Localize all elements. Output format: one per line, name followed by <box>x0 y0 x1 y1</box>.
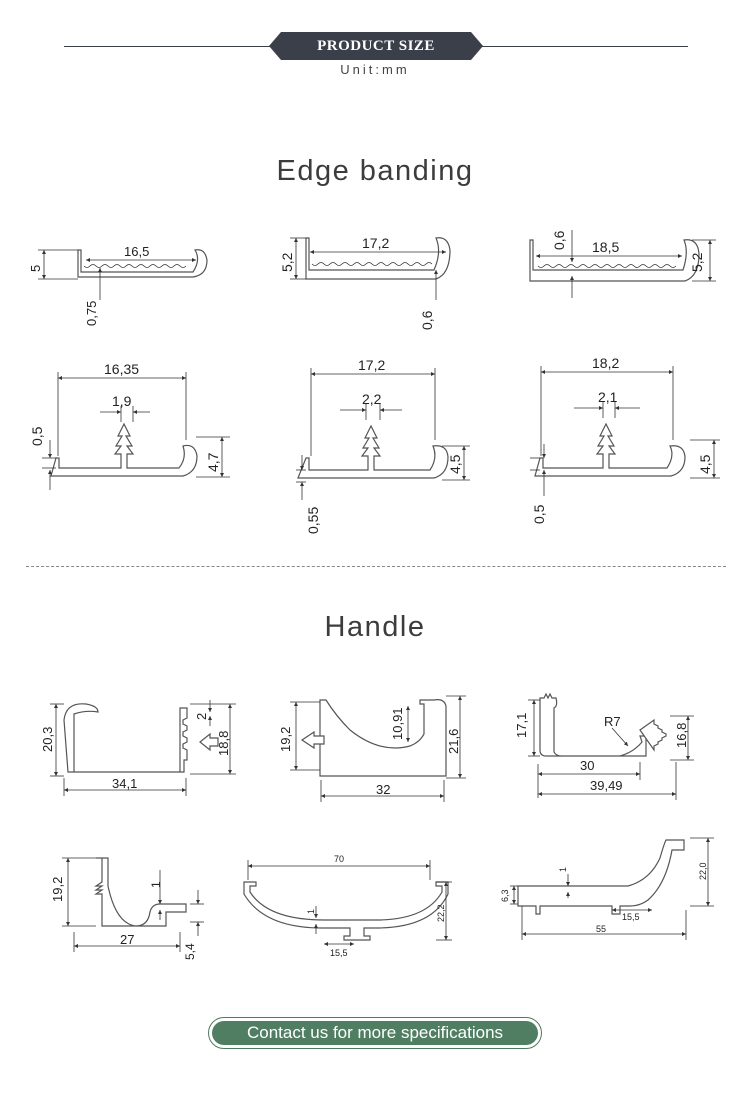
dim-h6-height: 22,0 <box>698 862 708 880</box>
dim-h2-width: 32 <box>376 782 391 797</box>
contact-button-label: Contact us for more specifications <box>212 1021 538 1045</box>
section-title-edge-banding: Edge banding <box>276 155 474 187</box>
dim-h2-recess: 10,91 <box>390 707 405 740</box>
profile-h5 <box>244 860 452 944</box>
section-title-handle: Handle <box>324 611 426 643</box>
profile-eb1 <box>38 250 207 300</box>
dim-eb5-width: 17,2 <box>358 357 386 373</box>
unit-label: Unit:mm <box>340 62 410 77</box>
dim-eb4-slot: 1,9 <box>112 393 132 409</box>
dim-h1-inner: 18,8 <box>216 730 231 756</box>
dim-h3-height: 17,1 <box>514 712 529 738</box>
profile-eb4 <box>42 372 230 490</box>
dim-h3-overall: 39,49 <box>590 778 623 793</box>
profile-eb6 <box>530 366 720 496</box>
dim-h2-height: 19,2 <box>278 726 293 752</box>
contact-button[interactable] <box>208 1017 542 1049</box>
dim-eb6-height: 4,5 <box>697 454 713 474</box>
dim-eb5-thickness: 0,55 <box>305 506 321 534</box>
dim-eb3-width: 18,5 <box>592 239 620 255</box>
dim-eb6-width: 18,2 <box>592 355 620 371</box>
dim-eb3-thickness: 0,6 <box>551 230 567 250</box>
dim-eb1-width: 16,5 <box>124 244 150 259</box>
dim-eb4-width: 16,35 <box>104 361 140 377</box>
dim-h1-lip: 2 <box>194 712 209 720</box>
dim-eb2-thickness: 0,6 <box>419 310 435 330</box>
dim-h5-thickness: 1 <box>306 908 316 914</box>
dim-h6-width: 55 <box>596 924 607 934</box>
dim-eb1-height: 5 <box>28 264 43 272</box>
dim-eb1-thickness: 0,75 <box>84 300 99 326</box>
dim-h5-foot: 15,5 <box>330 948 348 958</box>
dim-eb2-height: 5,2 <box>279 252 295 272</box>
dim-eb6-slot: 2,1 <box>598 389 618 405</box>
dim-eb4-height: 4,7 <box>205 452 221 472</box>
dim-eb3-height: 5,2 <box>689 252 705 272</box>
dim-h5-height: 22,2 <box>436 904 446 922</box>
profile-eb5 <box>296 368 470 500</box>
dim-eb5-height: 4,5 <box>447 454 463 474</box>
dim-h6-lip: 6,3 <box>500 889 510 902</box>
dim-h5-width: 70 <box>334 854 345 864</box>
dim-h4-height: 19,2 <box>50 876 65 902</box>
dim-h6-thickness: 1 <box>558 866 568 872</box>
dim-h6-slot: 15,5 <box>622 912 640 922</box>
dim-h3-inner: 16,8 <box>674 722 689 748</box>
dim-h4-foot: 5,4 <box>183 943 197 960</box>
page-title: PRODUCT SIZE <box>317 38 435 54</box>
dim-h2-overall: 21,6 <box>446 728 461 754</box>
dim-h4-width: 27 <box>120 932 135 947</box>
profile-h6 <box>510 838 714 940</box>
dim-h1-width: 34,1 <box>112 776 138 791</box>
dim-h3-radius: R7 <box>604 714 621 729</box>
dim-eb5-slot: 2,2 <box>362 391 382 407</box>
dim-eb4-thickness: 0,5 <box>29 426 45 446</box>
dim-eb2-width: 17,2 <box>362 235 390 251</box>
dim-h3-width: 30 <box>580 758 595 773</box>
dim-h1-height: 20,3 <box>40 726 55 752</box>
dim-h4-thickness: 1 <box>149 881 163 888</box>
dim-eb6-thickness: 0,5 <box>531 504 547 524</box>
